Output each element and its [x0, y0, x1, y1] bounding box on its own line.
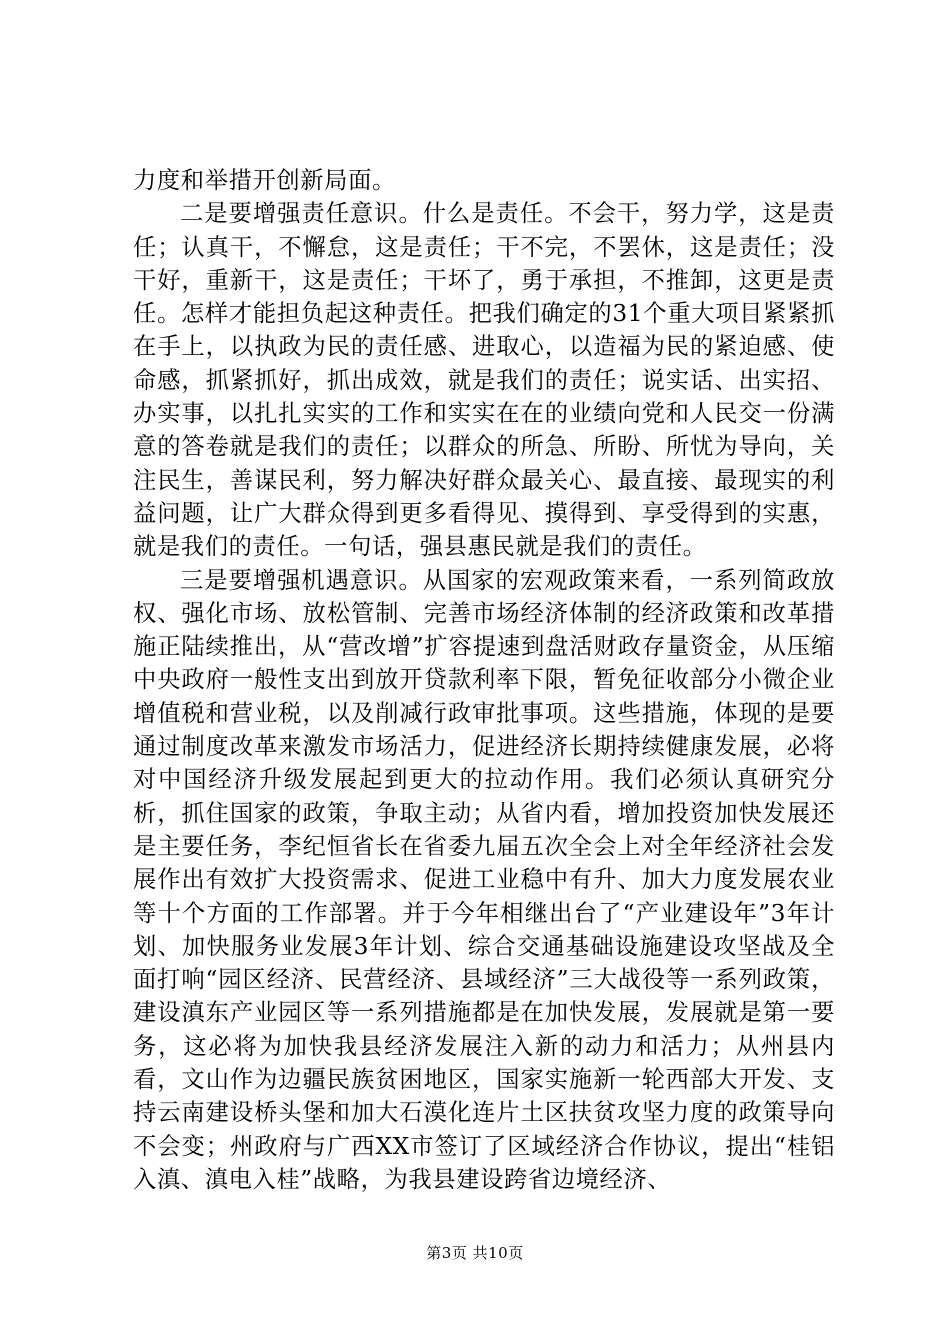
page-number-footer: 第3页 共10页 [426, 1244, 524, 1262]
paragraph-continuation: 力度和举措开创新局面。 [133, 167, 396, 194]
document-body [133, 164, 835, 1196]
paragraph-responsibility: 二是要增强责任意识。什么是责任。不会干，努力学，这是责任；认真干，不懈怠，这是责任；干不完，不罢休，这是责任；没干好，重新干，这是责任；干坏了，勇于承担，不推卸，这更是责任。怎样才能担负起这种责任。把我们确定的31个重大项目紧紧抓在手上，以执政为民的责任感、进取心，以造福为民的紧迫感、使命感，抓紧抓好，抓出成效，就是我们的责任；说实话、出实招、办实事，以扎扎实实的工作和实实在在的业绩向党和人民交一份满意的答卷就是我们的责任；以群众的所急、所盼、所忧为导向，关注民生，善谋民利，努力解决好群众最关心、最直接、最现实的利益问题，让广大群众得到更多看得见、摸得到、享受得到的实惠，就是我们的责任。一句话，强县惠民就是我们的责任。 [133, 200, 835, 561]
paragraph-opportunity: 三是要增强机遇意识。从国家的宏观政策来看，一系列简政放权、强化市场、放松管制、完善市场经济体制的经济政策和改革措施正陆续推出，从“营改增”扩容提速到盘活财政存量资金，从压缩中央政府一般性支出到放开贷款利率下限，暂免征收部分小微企业增值税和营业税，以及削减行政审批事项。这些措施，体现的是要通过制度改革来激发市场活力，促进经济长期持续健康发展，必将对中国经济升级发展起到更大的拉动作用。我们必须认真研究分析，抓住国家的政策，争取主动；从省内看，增加投资加快发展还是主要任务，李纪恒省长在省委九届五次全会上对全年经济社会发展作出有效扩大投资需求、促进工业稳中有升、加大力度发展农业等十个方面的工作部署。并于今年相继出台了“产业建设年”3年计划、加快服务业发展3年计划、综合交通基础设施建设攻坚战及全面打响“园区经济、民营经济、县域经济”三大战役等一系列政策，建设滇东产业园区等一系列措施都是在加快发展，发展就是第一要务，这必将为加快我县经济发展注入新的动力和活力；从州县内看，文山作为边疆民族贫困地区，国家实施新一轮西部大开发、支持云南建设桥头堡和加大石漠化连片土区扶贫攻坚力度的政策导向不会变；州政府与广西XX市签订了区域经济合作协议，提出“桂铝入滇、滇电入桂”战略，为我县建设跨省边境经济、 [133, 566, 835, 1193]
